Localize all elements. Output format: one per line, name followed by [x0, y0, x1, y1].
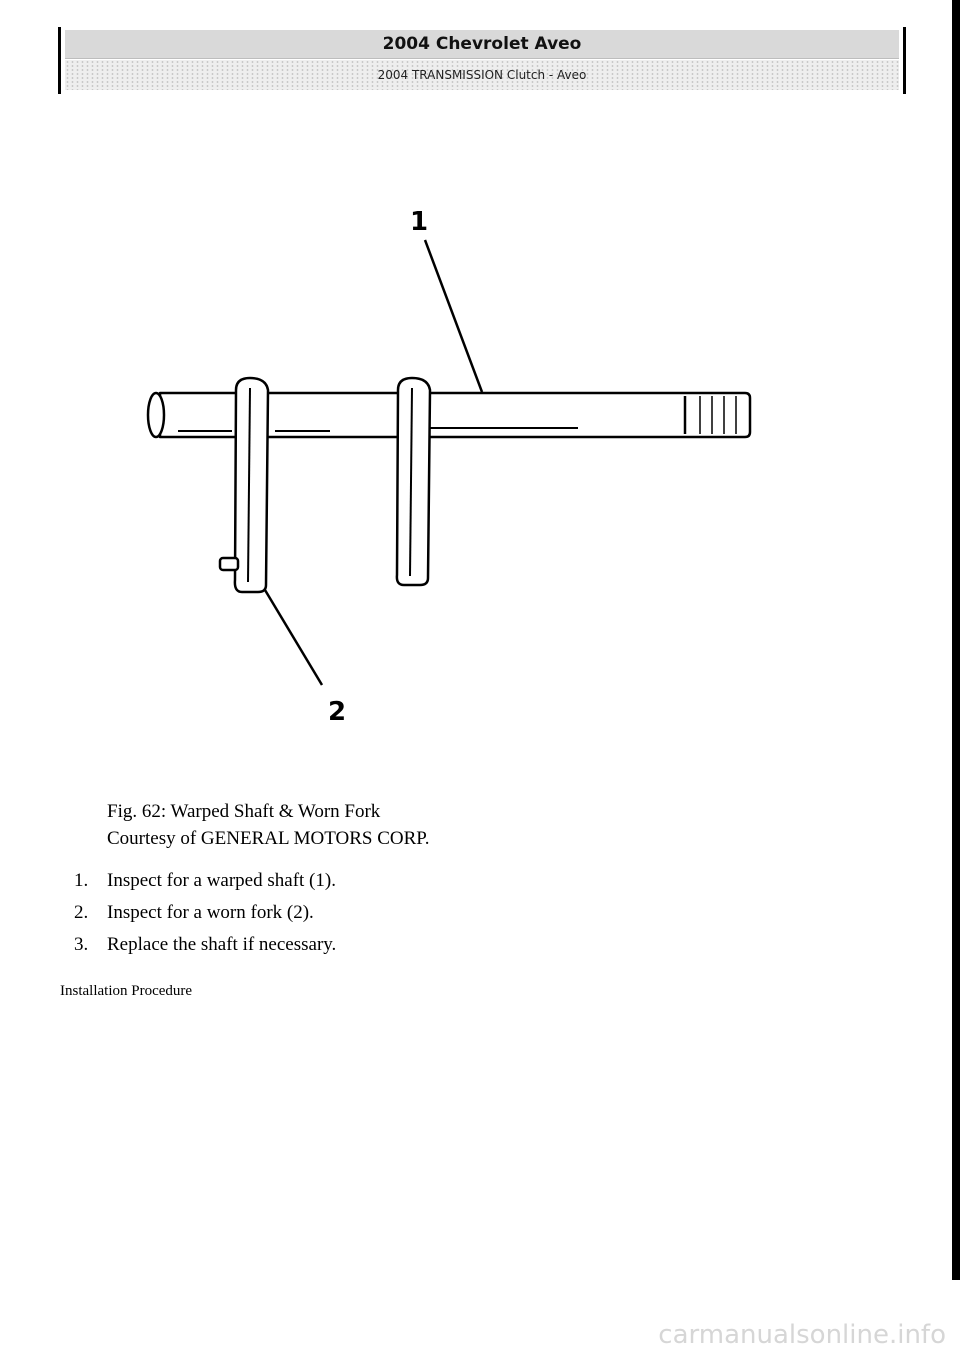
shaft-fork-illustration — [0, 180, 960, 740]
callout-label-1: 1 — [410, 207, 429, 237]
step-text: Replace the shaft if necessary. — [107, 934, 337, 955]
caption-line-2: Courtesy of GENERAL MOTORS CORP. — [107, 828, 430, 849]
fork-left-pin — [220, 558, 238, 570]
callout-line-2 — [262, 585, 322, 685]
list-item — [74, 902, 336, 934]
list-item — [74, 870, 336, 902]
figure-caption — [107, 798, 430, 852]
step-number: 3. — [74, 934, 89, 955]
callout-label-2: 2 — [328, 697, 347, 727]
document-subtitle: 2004 TRANSMISSION Clutch - Aveo — [65, 60, 899, 90]
procedure-steps — [74, 870, 336, 966]
watermark: carmanualsonline.info — [658, 1320, 946, 1350]
section-heading: Installation Procedure — [60, 983, 193, 999]
callout-line-1 — [425, 240, 482, 392]
fork-right — [397, 378, 430, 585]
caption-line-1: Fig. 62: Warped Shaft & Worn Fork — [107, 801, 381, 822]
document-title: 2004 Chevrolet Aveo — [65, 30, 899, 59]
step-text: Inspect for a worn fork (2). — [107, 902, 314, 923]
page-header — [58, 27, 906, 94]
step-number: 2. — [74, 902, 89, 923]
list-item — [74, 934, 336, 966]
shaft-left-end — [148, 393, 164, 437]
step-text: Inspect for a warped shaft (1). — [107, 870, 336, 891]
fork-left — [235, 378, 268, 592]
step-number: 1. — [74, 870, 89, 891]
